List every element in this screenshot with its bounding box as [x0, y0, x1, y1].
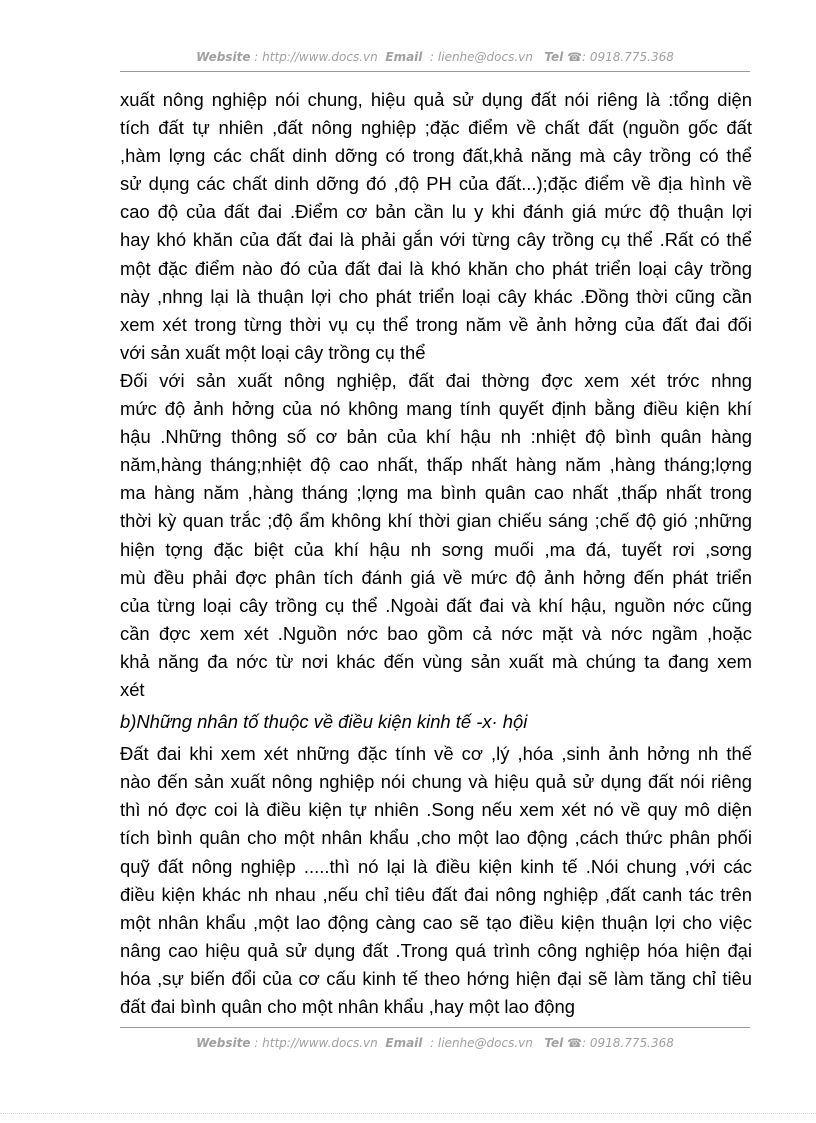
text-line: xét	[120, 678, 145, 700]
text-line: thì nó đợc coi là điều kiện tự nhiên .Song nếu xem xét nó về quy mô diện	[120, 799, 752, 821]
text-line: điều kiện khác nh nhau ,nếu chỉ tiêu đất đai nông nghiệp ,đất canh tác trên	[120, 883, 752, 905]
text-line: năm,hàng tháng;nhiệt độ cao nhất, thấp nhất hàng năm ,hàng tháng;lợng	[120, 454, 752, 476]
text-line: đất đai bình quân cho một nhân khẩu ,hay một lao động	[120, 996, 575, 1017]
text-line: với sản xuất một loại cây trồng cụ thể	[120, 341, 426, 363]
footer-rule	[120, 1027, 750, 1028]
header-website-label: Website	[196, 50, 251, 64]
text-line: tích bình quân cho một nhân khẩu ,cho một lao động ,cách thức phân phối	[120, 827, 752, 849]
text-line: hóa ,sự biến đổi của cơ cấu kinh tế theo hớng hiện đại sẽ làm tăng chỉ tiêu	[120, 967, 752, 989]
footer-email-value[interactable]: : lienhe@docs.vn	[430, 1036, 533, 1050]
header-tel-value: : 0918.775.368	[582, 50, 674, 64]
page-footer	[120, 1036, 750, 1050]
text-line: ma hàng năm ,hàng tháng ;lợng ma bình quân cao nhất ,thấp nhất trong	[120, 482, 752, 504]
paragraph-2	[120, 367, 752, 704]
text-line: xem xét trong từng thời vụ cụ thể trong năm về ảnh hởng của đất đai đối	[120, 313, 752, 335]
phone-icon: ☎	[567, 1036, 583, 1050]
text-line: khả năng đa nớc từ nơi khác đến vùng sản xuất mà chúng ta đang xem	[120, 650, 752, 672]
paragraph-1	[120, 86, 752, 367]
text-line: một nhân khẩu ,một lao động càng cao sẽ tạo điều kiện thuận lợi cho việc	[120, 911, 752, 933]
footer-email-label: Email	[385, 1036, 423, 1050]
text-line: mù đều phải đợc phân tích đánh giá về mức độ ảnh hởng đến phát triển	[120, 566, 752, 588]
text-line: nào đến sản xuất nông nghiệp nói chung và hiệu quả sử dụng đất nói riêng	[120, 771, 752, 793]
header-website-value[interactable]: : http://www.docs.vn	[254, 50, 378, 64]
text-line: Đất đai khi xem xét những đặc tính về cơ ,lý ,hóa ,sinh ảnh hởng nh thế	[120, 743, 752, 765]
text-line: quỹ đất nông nghiệp .....thì nó lại là điều kiện kinh tế .Nói chung ,với các	[120, 855, 752, 877]
document-body	[120, 86, 752, 1021]
text-line: một đặc điểm nào đó của đất đai là khó khăn cho phát triển loại cây trồng	[120, 257, 752, 279]
footer-website-value[interactable]: : http://www.docs.vn	[254, 1036, 378, 1050]
footer-tel-label: Tel	[544, 1036, 564, 1050]
text-line: tích đất tự nhiên ,đất nông nghiệp ;đặc điểm về chất đất (nguồn gốc đất	[120, 117, 752, 139]
text-line: này ,nhng lại là thuận lợi cho phát triển loại cây khác .Đồng thời cũng cần	[120, 285, 752, 307]
header-email-label: Email	[385, 50, 423, 64]
text-line: của từng loại cây trồng cụ thể .Ngoài đất đai và khí hậu, nguồn nớc cũng	[120, 594, 752, 616]
paragraph-3	[120, 740, 752, 1021]
text-line: hay khó khăn của đất đai là phải gắn với từng cây trồng cụ thể .Rất có thể	[120, 229, 752, 251]
text-line: nâng cao hiệu quả sử dụng đất .Trong quá trình công nghiệp hóa hiện đại	[120, 939, 752, 961]
text-line: sử dụng các chất dinh dỡng đó ,độ PH của đất...);đặc điểm về địa hình về	[120, 173, 752, 195]
text-line: mức độ ảnh hởng của nó không mang tính quyết định bằng điều kiện khí	[120, 398, 752, 420]
text-line: xuất nông nghiệp nói chung, hiệu quả sử dụng đất nói riêng là :tổng diện	[120, 89, 752, 110]
phone-icon: ☎	[567, 50, 583, 64]
footer-website-label: Website	[196, 1036, 251, 1050]
footer-tel-value: : 0918.775.368	[582, 1036, 674, 1050]
section-heading: b)Những nhân tố thuộc về điều kiện kinh tế -x· hội	[120, 711, 528, 733]
header-rule	[120, 71, 750, 72]
page-header	[120, 50, 750, 64]
text-line: ,hàm lợng các chất dinh dỡng có trong đất,khả năng mà cây trồng có thể	[120, 145, 752, 167]
text-line: hiện tợng đặc biệt của khí hậu nh sơng muối ,ma đá, tuyết rơi ,sơng	[120, 538, 752, 560]
header-email-value[interactable]: : lienhe@docs.vn	[430, 50, 533, 64]
text-line: thời kỳ quan trắc ;độ ẩm không khí thời gian chiếu sáng ;chế độ gió ;những	[120, 510, 752, 532]
text-line: Đối với sản xuất nông nghiệp, đất đai thờng đợc xem xét trớc nhng	[120, 369, 752, 391]
text-line: cao độ của đất đai .Điểm cơ bản cần lu y khi đánh giá mức độ thuận lợi	[120, 201, 752, 223]
text-line: hậu .Những thông số cơ bản của khí hậu nh :nhiệt độ bình quân hàng	[120, 426, 752, 448]
page-edge-divider	[0, 1113, 816, 1114]
text-line: cần đợc xem xét .Nguồn nớc bao gồm cả nớc mặt và nớc ngầm ,hoặc	[120, 622, 752, 644]
header-tel-label: Tel	[544, 50, 564, 64]
